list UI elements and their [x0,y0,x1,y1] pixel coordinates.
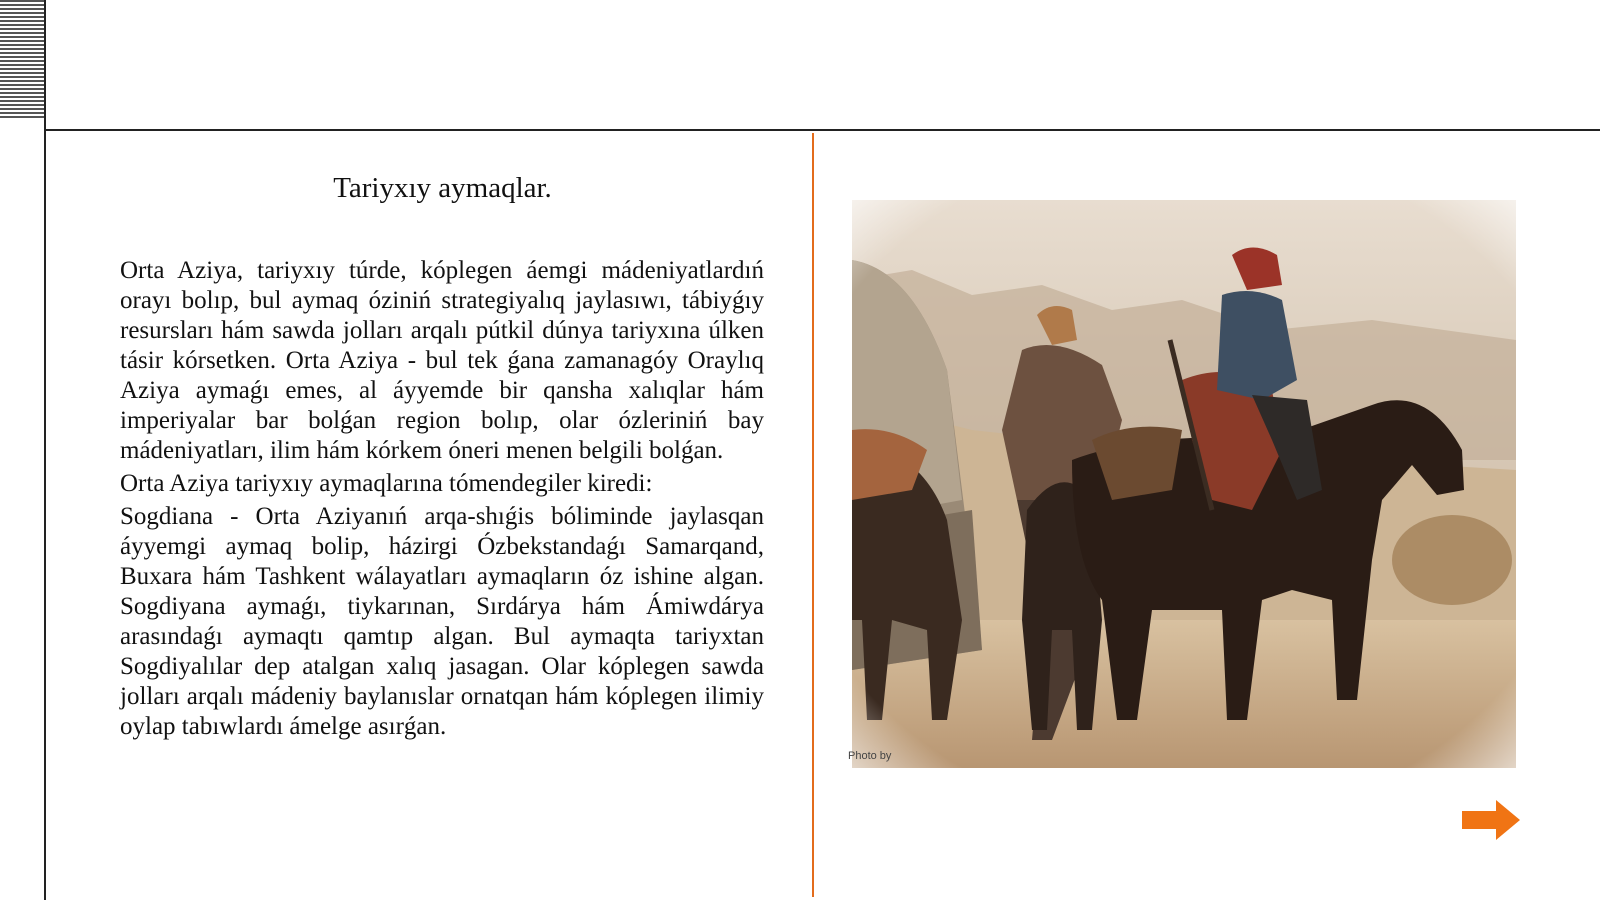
left-rule [44,0,46,900]
arrow-right-icon [1462,800,1520,840]
next-slide-button[interactable] [1462,800,1520,840]
paragraph-list-intro: Orta Aziya tariyxıy aymaqlarına tómendegiler kiredi: [120,470,653,497]
paragraph-sogdiana: Sogdiana - Orta Aziyanıń arqa-shıǵis bóliminde jaylasqan áyyemgi aymaq bolip, házirgi Ózbekstandaǵı Samarqand, Buxara hám Tashkent wálayatları aymaqların óz ishine algan. Sogdiyana aymaǵı, tiykarınan, Sırdárya hám Ámiwdárya arasındaǵı aymaqtı qamtıp algan. Bul aymaqta tariyxtan Sogdiyalılar dep atalgan xalıq jasagan. Olar kóplegen sawda jolları arqalı mádeniy baylanıslar ornatqan hám kóplegen ilimiy oylap tabıwlardı ámelge asırǵan. [120,503,764,740]
decorative-stripes [0,0,44,120]
nomads-photo [852,200,1516,768]
body-text [120,256,764,745]
slide-title: Tariyxıy aymaqlar. [333,172,552,204]
top-rule [44,129,1600,131]
photo-credit: Photo by [848,750,892,762]
column-divider [812,133,814,897]
paragraph-intro: Orta Aziya, tariyxıy túrde, kóplegen áemgi mádeniyatlardıń orayı bolıp, bul aymaq óziniń strategiyalıq jaylasıwı, tábiyǵıy resursları hám sawda jolları arqalı pútkil dúnya tariyxına úlken tásir kórsetken. Orta Aziya - bul tek ǵana zamanagóy Oraylıq Aziya aymaǵı emes, al áyyemde bir qansha xalıqlar hám imperiyalar bar bolǵan region bolıp, olar ózleriniń bay mádeniyatları, ilim hám kórkem óneri menen belgili bolǵan. [120,257,764,464]
